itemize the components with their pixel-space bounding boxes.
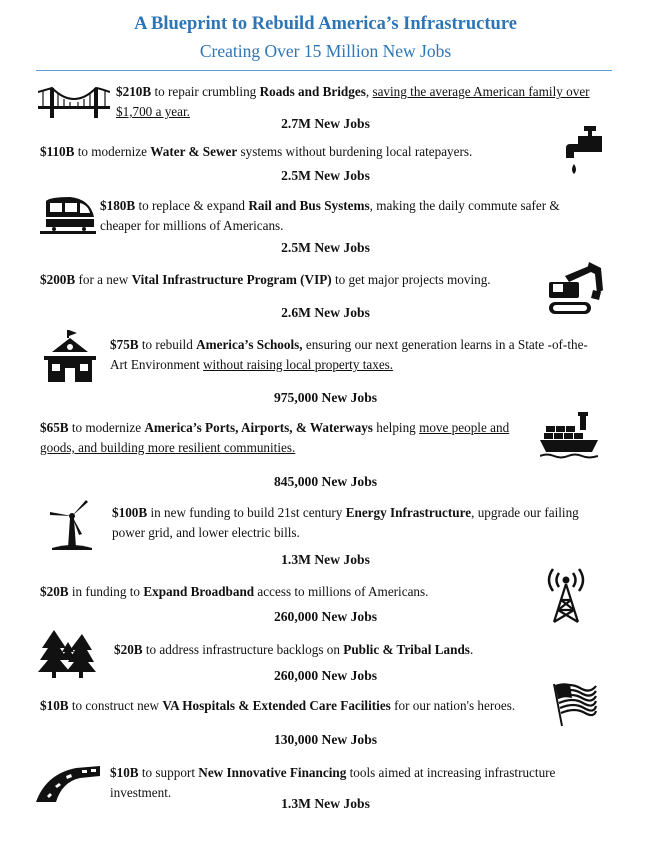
item-underline: move people and goods, and building more resilient communities. bbox=[40, 420, 510, 455]
item-energy bbox=[112, 503, 592, 543]
jobs-count: 260,000 New Jobs bbox=[273, 609, 378, 624]
jobs-count: 2.5M New Jobs bbox=[281, 240, 370, 255]
item-text: , bbox=[365, 84, 373, 99]
item-text: to rebuild bbox=[138, 337, 197, 352]
item-text: for a new bbox=[75, 272, 132, 287]
item-highlight: Rail and Bus Systems bbox=[248, 198, 370, 213]
bridge-icon bbox=[38, 84, 110, 120]
item-water-sewer bbox=[40, 142, 540, 162]
item-amount: $100B bbox=[112, 505, 148, 520]
wind-turbine-icon bbox=[48, 498, 96, 552]
item-underline: saving the average American family over $1,700 a year. bbox=[116, 84, 590, 119]
item-amount: $10B bbox=[40, 698, 69, 713]
item-text: in funding to bbox=[68, 584, 144, 599]
item-text: to get major projects moving. bbox=[331, 272, 491, 287]
page-title: A Blueprint to Rebuild America’s Infrastructure bbox=[134, 14, 517, 34]
item-text: systems without burdening local ratepayers. bbox=[237, 144, 473, 159]
schoolhouse-icon bbox=[44, 330, 96, 384]
item-schools bbox=[110, 335, 595, 375]
item-ports bbox=[40, 418, 520, 458]
item-highlight: Public & Tribal Lands bbox=[343, 642, 470, 657]
jobs-count: 975,000 New Jobs bbox=[273, 390, 378, 405]
item-text: to construct new bbox=[68, 698, 163, 713]
cargo-ship-icon bbox=[540, 412, 598, 460]
jobs-count: 130,000 New Jobs bbox=[273, 732, 378, 747]
item-text: to repair crumbling bbox=[151, 84, 260, 99]
jobs-count: 2.5M New Jobs bbox=[281, 168, 370, 183]
item-underline: without raising local property taxes. bbox=[203, 357, 394, 372]
item-amount: $210B bbox=[116, 84, 152, 99]
item-highlight: Water & Sewer bbox=[150, 144, 238, 159]
item-highlight: America’s Ports, Airports, & Waterways bbox=[144, 420, 373, 435]
item-text: to replace & expand bbox=[135, 198, 249, 213]
item-amount: $20B bbox=[40, 584, 69, 599]
page-subtitle: Creating Over 15 Million New Jobs bbox=[199, 41, 452, 61]
item-amount: $20B bbox=[114, 642, 143, 657]
item-text: helping bbox=[372, 420, 420, 435]
jobs-count: 845,000 New Jobs bbox=[273, 474, 378, 489]
american-flag-icon bbox=[550, 678, 598, 728]
item-text: to modernize bbox=[74, 144, 151, 159]
item-vip bbox=[40, 270, 545, 290]
jobs-count: 1.3M New Jobs bbox=[281, 552, 370, 567]
item-text: . bbox=[469, 642, 474, 657]
item-text: to address infrastructure backlogs on bbox=[142, 642, 344, 657]
title-divider bbox=[36, 70, 612, 71]
item-public-lands bbox=[114, 640, 594, 660]
item-highlight: VA Hospitals & Extended Care Facilities bbox=[162, 698, 391, 713]
item-highlight: America’s Schools, bbox=[196, 337, 303, 352]
item-amount: $200B bbox=[40, 272, 76, 287]
item-broadband bbox=[40, 582, 520, 602]
jobs-count: 2.7M New Jobs bbox=[281, 116, 370, 131]
item-amount: $110B bbox=[40, 144, 75, 159]
jobs-count: 260,000 New Jobs bbox=[273, 668, 378, 683]
item-va-hospitals bbox=[40, 696, 540, 716]
item-highlight: Vital Infrastructure Program (VIP) bbox=[131, 272, 332, 287]
item-text: access to millions of Americans. bbox=[254, 584, 429, 599]
item-text: tools aimed at increasing infrastructure investment. bbox=[110, 765, 556, 800]
item-text: for our nation's heroes. bbox=[390, 698, 516, 713]
item-text: , upgrade our failing power grid, and lower electric bills. bbox=[112, 505, 579, 540]
item-text: to modernize bbox=[68, 420, 145, 435]
jobs-count: 2.6M New Jobs bbox=[281, 305, 370, 320]
item-highlight: Expand Broadband bbox=[143, 584, 255, 599]
item-amount: $75B bbox=[110, 337, 139, 352]
item-amount: $180B bbox=[100, 198, 136, 213]
item-rail-bus bbox=[100, 196, 570, 236]
item-highlight: New Innovative Financing bbox=[198, 765, 347, 780]
item-amount: $10B bbox=[110, 765, 139, 780]
item-text: in new funding to build 21st century bbox=[147, 505, 346, 520]
train-icon bbox=[40, 195, 96, 239]
item-amount: $65B bbox=[40, 420, 69, 435]
jobs-count: 1.3M New Jobs bbox=[281, 796, 370, 811]
item-text: ensuring our next generation learns in a State -of-the-Art Environment bbox=[110, 337, 588, 372]
item-highlight: Energy Infrastructure bbox=[345, 505, 472, 520]
item-text: , making the daily commute safer & cheaper for millions of Americans. bbox=[100, 198, 560, 233]
item-highlight: Roads and Bridges bbox=[259, 84, 366, 99]
item-text: to support bbox=[138, 765, 199, 780]
